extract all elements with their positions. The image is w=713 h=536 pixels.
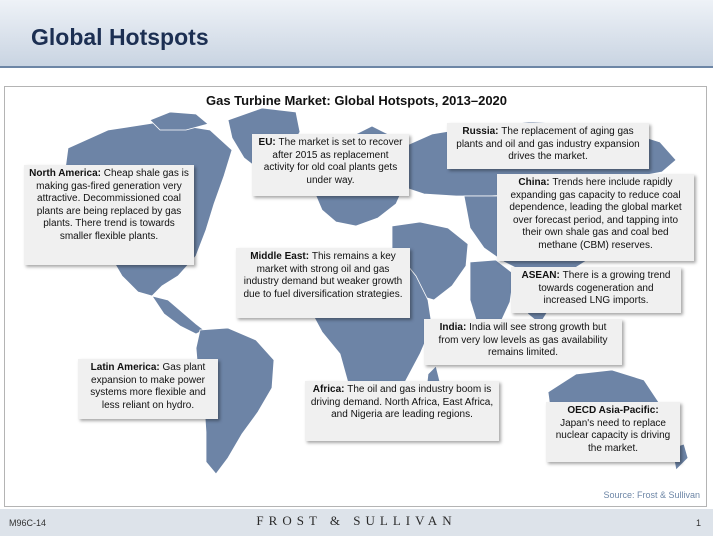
page-title: Global Hotspots — [31, 24, 209, 50]
callout-eu — [252, 134, 409, 196]
source-note: Source: Frost & Sullivan — [603, 490, 700, 500]
callout-china-text: Trends here include rapidly expanding gas capacity to reduce coal dependence, leading the global market over forecast period, and tapping into their own shale gas and coal bed methane (CBM) reserves. — [509, 177, 682, 251]
callout-middle-east-text: This remains a key market with strong oil and gas industry demand but weaker growth due to fuel diversification strategies. — [243, 251, 403, 300]
callout-north-america — [24, 165, 194, 265]
callout-africa — [305, 381, 499, 441]
callout-latin-america-text: Gas plant expansion to make power systems more flexible and less reliant on hydro. — [90, 362, 206, 411]
callout-eu-name: EU: — [258, 137, 279, 148]
callout-latin-america-name: Latin America: — [90, 362, 163, 373]
callout-africa-text: The oil and gas industry boom is driving demand. North Africa, East Africa, and Nigeria are leading regions. — [310, 384, 494, 420]
callout-asean-text: There is a growing trend towards cogeneration and increased LNG imports. — [538, 270, 671, 306]
callout-china — [497, 174, 694, 261]
callout-india-name: India: — [439, 322, 470, 333]
footer-code: M96C-14 — [9, 518, 47, 528]
callout-russia-text: The replacement of aging gas plants and oil and gas industry expansion drives the market. — [456, 126, 640, 162]
callout-eu-text: The market is set to recover after 2015 as replacement activity for old coal plants gets under way. — [263, 137, 403, 186]
callout-north-america-name: North America: — [29, 168, 104, 179]
callout-latin-america — [78, 359, 218, 419]
callout-middle-east — [236, 248, 410, 318]
callout-russia — [447, 123, 649, 169]
footer-brand-logo: FROST & SULLIVAN — [256, 513, 457, 528]
page-number: 1 — [695, 518, 701, 528]
callout-russia-name: Russia: — [462, 126, 502, 137]
land-central-america — [152, 296, 204, 334]
callout-india — [424, 319, 622, 365]
callout-asean — [511, 267, 681, 313]
callout-india-text: India will see strong growth but from very low levels as gas availability remains limited. — [438, 322, 608, 358]
callout-oecd-asia-pacific-name: OECD Asia-Pacific: — [567, 405, 659, 416]
callout-oecd-asia-pacific-text: Japan's need to replace nuclear capacity is driving the market. — [555, 417, 671, 454]
callout-asean-name: ASEAN: — [521, 270, 563, 281]
callout-north-america-text: Cheap shale gas is making gas-fired generation very attractive. Decommissioned coal plants are being replaced by gas plants. There trend is towards smaller flexible plants. — [36, 168, 189, 242]
callout-oecd-asia-pacific — [546, 402, 680, 462]
callout-middle-east-name: Middle East: — [250, 251, 312, 262]
callout-china-name: China: — [518, 177, 553, 188]
callout-africa-name: Africa: — [312, 384, 348, 395]
land-arctic-islands — [150, 112, 208, 130]
map-title: Gas Turbine Market: Global Hotspots, 2013–2020 — [205, 93, 508, 108]
